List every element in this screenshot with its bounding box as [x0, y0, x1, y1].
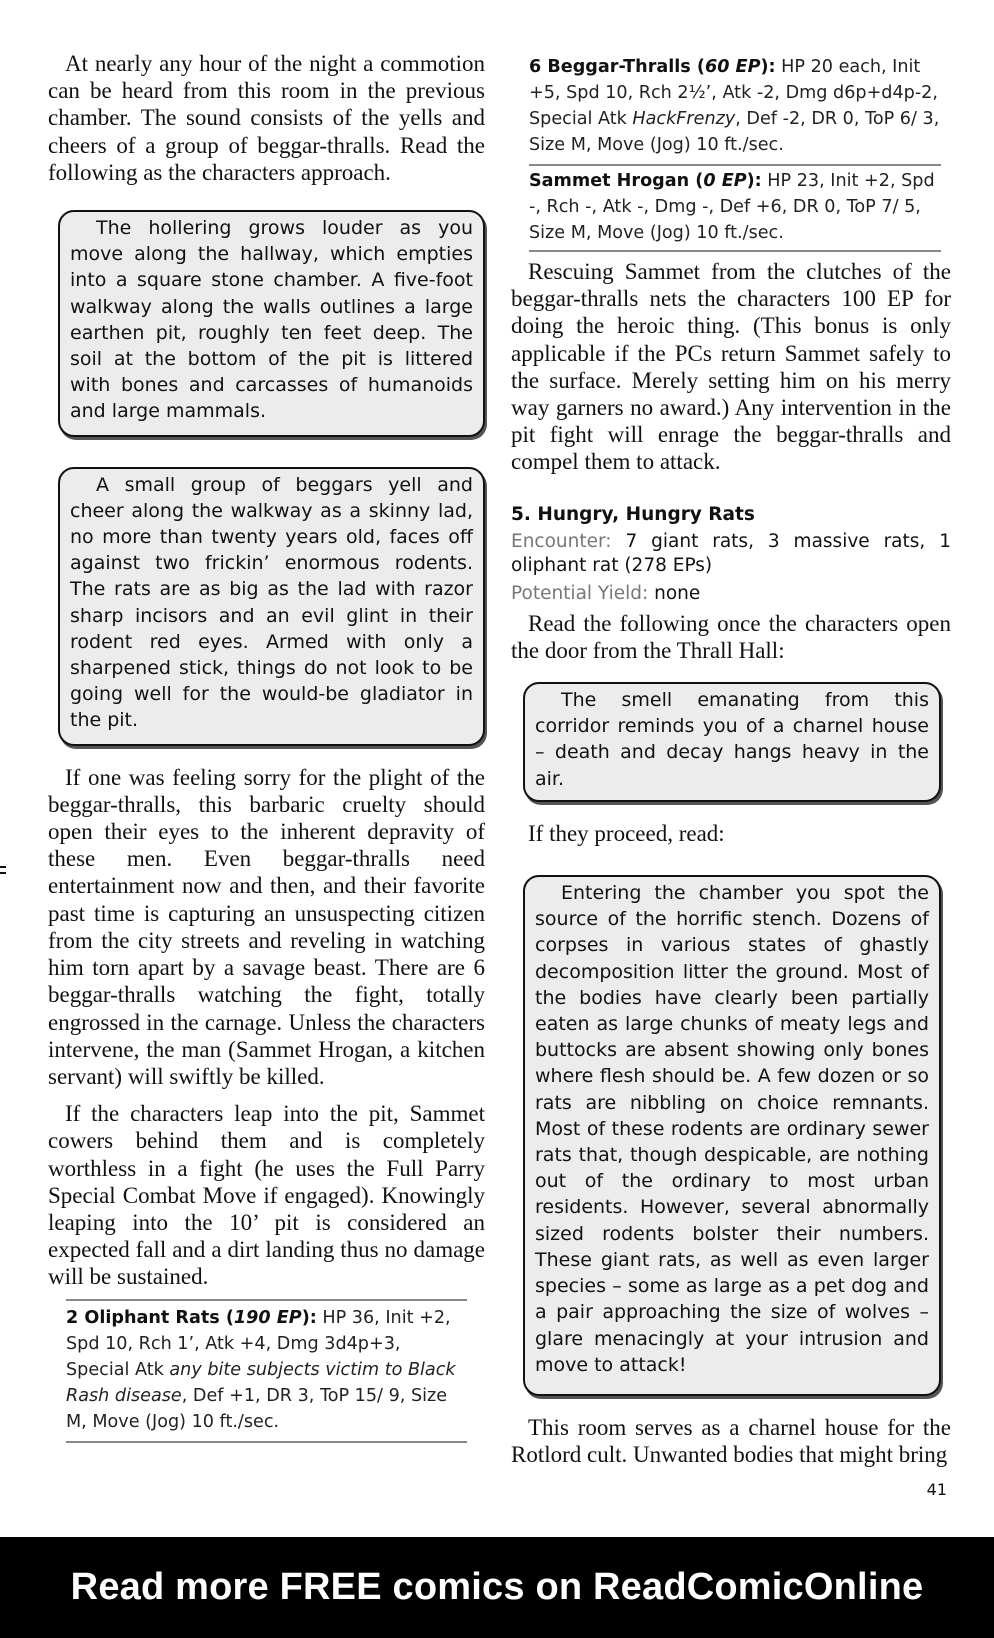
stat-block-beggar-thralls: 6 Beggar-Thralls (60 EP): HP 20 each, Init +5, Spd 10, Rch 2½’, Atk -2, Dmg d6p+d4p-2, Special Atk HackFrenzy, Def -2, DR 0, ToP 6/ 3, Size M, Move (Jog) 10 ft./sec. Sammet Hrogan (0 EP): HP 23, Init +2, Spd -, Rch -, Atk -, Dmg -, Def +6, DR 0, ToP 7/ 5, Size M, Move (Jog) 10 ft./sec.: [529, 54, 941, 252]
yield-text: none: [654, 582, 701, 604]
stat-ep: 0 EP: [703, 171, 747, 191]
right-column: [511, 54, 951, 1468]
stat-block-oliphant-rats: 2 Oliphant Rats (190 EP): HP 36, Init +2, Spd 10, Rch 1’, Atk +4, Dmg 3d4p+3, Special Atk any bite subjects victim to Black Rash disease, Def +1, DR 3, ToP 15/ 9, Size M, Move (Jog) 10 ft./sec.: [66, 1299, 467, 1443]
stat-text-cont: , Def -2, DR 0, ToP 6/ 3, Size M, Move (Jog) 10 ft./sec.: [529, 109, 940, 155]
encounter-label: Encounter:: [511, 530, 612, 552]
body-paragraph-proceed: If they proceed, read:: [528, 820, 725, 846]
encounter-line: [511, 530, 951, 578]
stat-special: any bite subjects victim to Black Rash disease: [66, 1359, 456, 1406]
read-aloud-box-corridor: [523, 682, 941, 802]
stat-text-cont: , Def +1, DR 3, ToP 15/ 9, Size M, Move (Jog) 10 ft./sec.: [66, 1385, 448, 1432]
encounter-heading: 5. Hungry, Hungry Rats: [511, 503, 755, 525]
intro-paragraph: At nearly any hour of the night a commotion can be heard from this room in the previous chamber. The sound consists of the yells and cheers of a group of beggar-thralls. Read the following as the characters approach.: [48, 51, 485, 185]
yield-line: [511, 582, 951, 606]
stat-ep: 60 EP: [704, 57, 761, 77]
stat-special: HackFrenzy: [632, 109, 736, 129]
margin-mark: [0, 866, 6, 874]
body-paragraph-leap: If the characters leap into the pit, Sammet cowers behind them and is completely worthless in a fight (he uses the Full Parry Special Combat Move if engaged). Knowingly leaping into the 10’ pit is considered an expected fall and a dirt landing thus no damage will be sustained.: [48, 1101, 485, 1290]
read-aloud-text: Entering the chamber you spot the source of the horrific stench. Dozens of corpses in various states of ghastly decomposition litter the ground. Most of the bodies have clearly been partially eaten as large chunks of meaty legs and buttocks are absent showing only bones where flesh should be. A few dozen or so rats are nibbling on choice remnants. Most of these rodents are ordinary sewer rats that, though despicable, are nothing out of the ordinary to most urban residents. However, several abnormally sized rodents bolster their numbers. These giant rats, as well as even larger species – some as large as a pet dog and a pair approaching the size of wolves – glare menacingly at your intrusion and move to attack!: [535, 882, 929, 1376]
read-aloud-text: The smell emanating from this corridor reminds you of a charnel house – death and decay hangs heavy in the air.: [535, 689, 929, 790]
body-paragraph-read: Read the following once the characters open the door from the Thrall Hall:: [511, 610, 951, 663]
stat-block-sammet: Sammet Hrogan (0 EP): HP 23, Init +2, Spd -, Rch -, Atk -, Dmg -, Def +6, DR 0, ToP 7/ 5, Size M, Move (Jog) 10 ft./sec.: [529, 171, 935, 243]
yield-label: Potential Yield:: [511, 582, 649, 604]
stat-rule: [529, 250, 941, 252]
stat-text: HP 23, Init +2, Spd -, Rch -, Atk -, Dmg -, Def +6, DR 0, ToP 7/ 5, Size M, Move (Jog) 10 ft./sec.: [529, 171, 935, 243]
stat-name: 6 Beggar-Thralls: [529, 57, 691, 77]
left-column: [48, 50, 485, 1443]
body-paragraph-charnel: This room serves as a charnel house for the Rotlord cult. Unwanted bodies that might bring: [511, 1414, 951, 1468]
body-paragraph-rescue: Rescuing Sammet from the clutches of the beggar-thralls nets the characters 100 EP for doing the heroic thing. (This bonus is only applicable if the PCs return Sammet safely to the surface. Merely setting him on his merry way garners no award.) Any intervention in the pit fight will enrage the beggar-thralls and compel them to attack.: [511, 259, 951, 475]
page-number: 41: [926, 1480, 947, 1499]
read-aloud-text: The hollering grows louder as you move along the hallway, which empties into a square stone chamber. A five-foot walkway along the walls outlines a large earthen pit, roughly ten feet deep. The soil at the bottom of the pit is littered with bones and carcasses of humanoids and large mammals.: [70, 217, 473, 423]
stat-name: 2 Oliphant Rats: [66, 1307, 220, 1328]
body-paragraph-cruelty: If one was feeling sorry for the plight of the beggar-thralls, this barbaric cruelty should open their eyes to the inherent depravity of these men. Even beggar-thralls need entertainment now and then, and their favorite past time is capturing an unsuspecting citizen from the city streets and reveling in watching him torn apart by a savage beast. There are 6 beggar-thralls watching the fight, totally engrossed in the carnage. Unless the characters intervene, the man (Sammet Hrogan, a kitchen servant) will swiftly be killed.: [48, 764, 485, 1089]
read-aloud-box-pit-fight: [58, 467, 485, 746]
stat-text: HP 36, Init +2, Spd 10, Rch 1’, Atk +4, Dmg 3d4p+3, Special Atk: [66, 1307, 451, 1380]
read-aloud-box-hallway: [58, 210, 485, 437]
stat-text: HP 20 each, Init +5, Spd 10, Rch 2½’, Atk -2, Dmg d6p+d4p-2, Special Atk: [529, 57, 938, 129]
read-aloud-text: A small group of beggars yell and cheer along the walkway as a skinny lad, no more than twenty years old, faces off against two frickin’ enormous rodents. The rats are as big as the lad with razor sharp incisors and an evil glint in their rodent red eyes. Armed with only a sharpened stick, things do not look to be going well for the would-be gladiator in the pit.: [70, 473, 473, 732]
encounter-text: 7 giant rats, 3 massive rats, 1 oliphant rat (278 EPs): [511, 530, 951, 576]
read-aloud-box-charnel: [523, 875, 941, 1396]
stat-ep: 190 EP: [233, 1307, 302, 1328]
stat-rule-bottom: [66, 1441, 467, 1443]
promo-banner[interactable]: Read more FREE comics on ReadComicOnline: [0, 1537, 994, 1638]
stat-name: Sammet Hrogan: [529, 171, 690, 191]
